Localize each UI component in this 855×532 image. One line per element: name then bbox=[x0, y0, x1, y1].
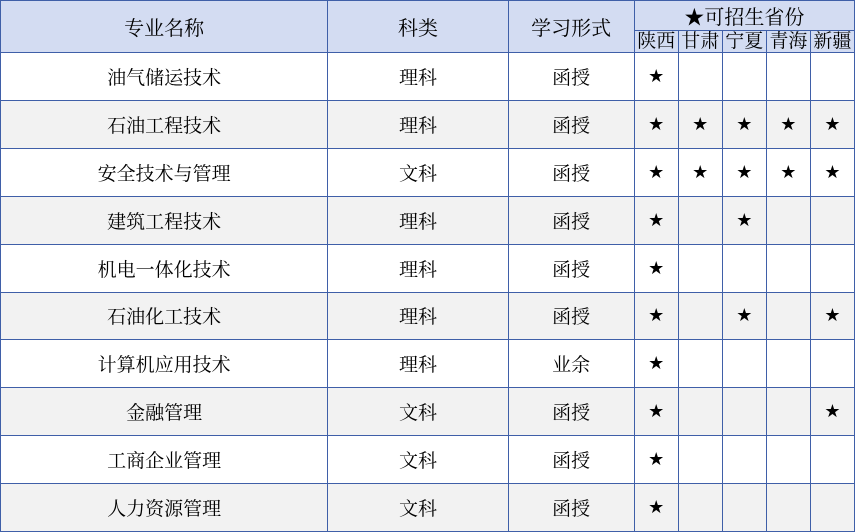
star-icon: ★ bbox=[736, 114, 753, 135]
cell-province-available bbox=[678, 101, 722, 149]
cell-province-available bbox=[634, 196, 678, 244]
column-header-major: 专业名称 bbox=[1, 1, 328, 53]
cell-province-empty bbox=[766, 53, 810, 101]
cell-category: 文科 bbox=[328, 436, 508, 484]
cell-category: 文科 bbox=[328, 388, 508, 436]
star-icon: ★ bbox=[648, 161, 665, 182]
cell-province-available bbox=[678, 148, 722, 196]
star-icon: ★ bbox=[736, 305, 753, 326]
star-icon: ★ bbox=[648, 497, 665, 517]
cell-major: 机电一体化技术 bbox=[1, 244, 328, 292]
cell-province-available bbox=[722, 196, 766, 244]
star-icon: ★ bbox=[824, 161, 841, 182]
cell-major: 安全技术与管理 bbox=[1, 148, 328, 196]
cell-province-available bbox=[810, 388, 854, 436]
cell-province-empty bbox=[722, 340, 766, 388]
cell-province-empty bbox=[678, 436, 722, 484]
cell-major: 建筑工程技术 bbox=[1, 196, 328, 244]
cell-study-form: 函授 bbox=[508, 196, 634, 244]
cell-province-empty bbox=[766, 484, 810, 532]
table-row bbox=[1, 196, 855, 244]
cell-province-available bbox=[634, 436, 678, 484]
cell-province-available bbox=[634, 388, 678, 436]
cell-province-empty bbox=[722, 244, 766, 292]
star-icon: ★ bbox=[648, 114, 665, 135]
cell-category: 理科 bbox=[328, 196, 508, 244]
cell-category: 文科 bbox=[328, 484, 508, 532]
cell-study-form: 函授 bbox=[508, 388, 634, 436]
column-header-province-xinjiang: 新疆 bbox=[810, 31, 854, 53]
cell-study-form: 函授 bbox=[508, 53, 634, 101]
cell-category: 理科 bbox=[328, 340, 508, 388]
star-icon: ★ bbox=[736, 209, 753, 230]
cell-province-empty bbox=[722, 436, 766, 484]
cell-province-empty bbox=[678, 388, 722, 436]
cell-province-empty bbox=[810, 53, 854, 101]
star-icon: ★ bbox=[648, 209, 665, 230]
table-body bbox=[1, 53, 855, 532]
cell-province-empty bbox=[766, 436, 810, 484]
cell-province-empty bbox=[810, 244, 854, 292]
cell-province-empty bbox=[678, 292, 722, 340]
star-icon: ★ bbox=[692, 161, 709, 182]
cell-major: 石油化工技术 bbox=[1, 292, 328, 340]
cell-province-available bbox=[810, 148, 854, 196]
cell-study-form: 函授 bbox=[508, 484, 634, 532]
table-header bbox=[1, 1, 855, 53]
cell-province-empty bbox=[810, 196, 854, 244]
column-header-study-form: 学习形式 bbox=[508, 1, 634, 53]
cell-study-form: 业余 bbox=[508, 340, 634, 388]
table-row bbox=[1, 292, 855, 340]
cell-province-available bbox=[634, 244, 678, 292]
star-icon: ★ bbox=[824, 401, 841, 422]
cell-province-empty bbox=[766, 196, 810, 244]
star-icon: ★ bbox=[824, 305, 841, 326]
star-icon: ★ bbox=[780, 161, 797, 182]
cell-province-empty bbox=[722, 388, 766, 436]
star-icon: ★ bbox=[648, 401, 665, 422]
cell-province-empty bbox=[766, 292, 810, 340]
cell-province-available bbox=[766, 101, 810, 149]
cell-province-available bbox=[722, 148, 766, 196]
cell-province-available bbox=[634, 101, 678, 149]
cell-category: 理科 bbox=[328, 53, 508, 101]
star-icon: ★ bbox=[824, 114, 841, 135]
cell-province-available bbox=[722, 292, 766, 340]
cell-province-empty bbox=[810, 436, 854, 484]
cell-category: 理科 bbox=[328, 101, 508, 149]
cell-category: 理科 bbox=[328, 244, 508, 292]
table-row bbox=[1, 340, 855, 388]
star-icon: ★ bbox=[648, 66, 665, 87]
cell-major: 计算机应用技术 bbox=[1, 340, 328, 388]
cell-province-available bbox=[810, 292, 854, 340]
cell-province-available bbox=[634, 292, 678, 340]
cell-province-empty bbox=[678, 484, 722, 532]
star-icon: ★ bbox=[780, 114, 797, 135]
cell-province-available bbox=[810, 101, 854, 149]
cell-major: 油气储运技术 bbox=[1, 53, 328, 101]
star-icon: ★ bbox=[648, 353, 665, 374]
column-header-province-qinghai: 青海 bbox=[766, 31, 810, 53]
cell-province-empty bbox=[766, 244, 810, 292]
star-icon: ★ bbox=[648, 449, 665, 470]
cell-province-available bbox=[766, 148, 810, 196]
cell-province-empty bbox=[810, 484, 854, 532]
cell-category: 理科 bbox=[328, 292, 508, 340]
cell-province-available bbox=[634, 484, 678, 532]
table-row bbox=[1, 244, 855, 292]
column-header-province-ningxia: 宁夏 bbox=[722, 31, 766, 53]
cell-province-empty bbox=[678, 196, 722, 244]
cell-province-empty bbox=[810, 340, 854, 388]
cell-province-empty bbox=[678, 53, 722, 101]
cell-province-empty bbox=[766, 388, 810, 436]
cell-province-empty bbox=[722, 484, 766, 532]
table-row bbox=[1, 53, 855, 101]
header-row-group bbox=[1, 1, 855, 31]
table-row bbox=[1, 484, 855, 532]
star-icon: ★ bbox=[736, 161, 753, 182]
star-icon: ★ bbox=[692, 114, 709, 135]
column-header-provinces-group: ★可招生省份 bbox=[634, 1, 854, 31]
cell-province-empty bbox=[722, 53, 766, 101]
cell-study-form: 函授 bbox=[508, 436, 634, 484]
column-header-province-shaanxi: 陕西 bbox=[634, 31, 678, 53]
table-row bbox=[1, 101, 855, 149]
cell-category: 文科 bbox=[328, 148, 508, 196]
column-header-category: 科类 bbox=[328, 1, 508, 53]
cell-province-empty bbox=[678, 244, 722, 292]
star-icon: ★ bbox=[648, 305, 665, 326]
star-icon: ★ bbox=[648, 257, 665, 278]
cell-study-form: 函授 bbox=[508, 148, 634, 196]
column-header-province-gansu: 甘肃 bbox=[678, 31, 722, 53]
cell-province-empty bbox=[678, 340, 722, 388]
cell-province-available bbox=[634, 340, 678, 388]
table-row bbox=[1, 388, 855, 436]
cell-province-available bbox=[634, 148, 678, 196]
cell-study-form: 函授 bbox=[508, 244, 634, 292]
table-row bbox=[1, 436, 855, 484]
cell-major: 石油工程技术 bbox=[1, 101, 328, 149]
cell-province-empty bbox=[766, 340, 810, 388]
cell-major: 工商企业管理 bbox=[1, 436, 328, 484]
table-row bbox=[1, 148, 855, 196]
cell-province-available bbox=[722, 101, 766, 149]
cell-major: 人力资源管理 bbox=[1, 484, 328, 532]
cell-major: 金融管理 bbox=[1, 388, 328, 436]
cell-study-form: 函授 bbox=[508, 101, 634, 149]
cell-province-available bbox=[634, 53, 678, 101]
cell-study-form: 函授 bbox=[508, 292, 634, 340]
